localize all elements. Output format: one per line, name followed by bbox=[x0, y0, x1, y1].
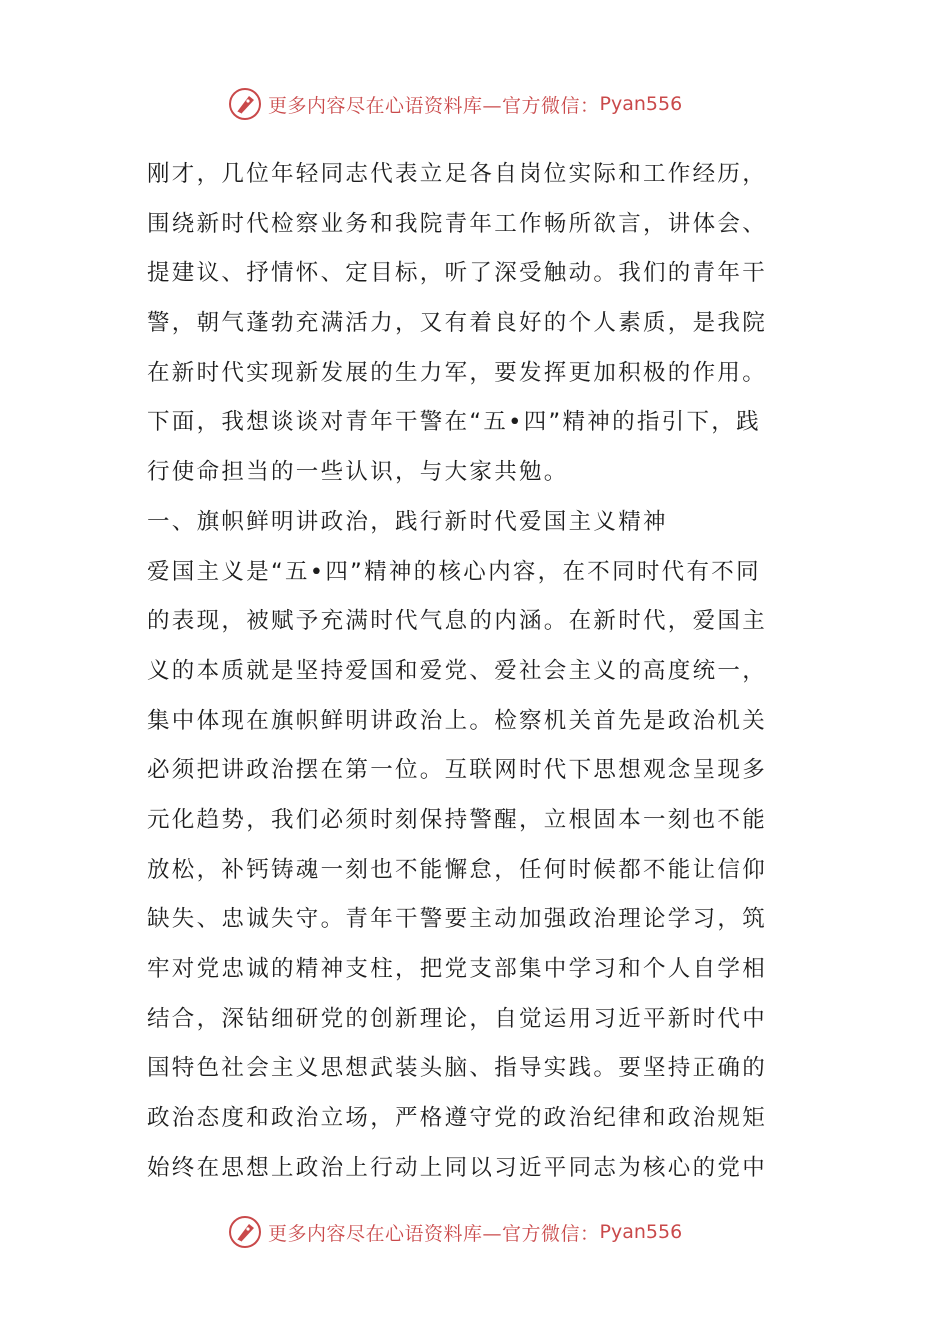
text-line: 下面，我想谈谈对青年干警在“五•四”精神的指引下，践 bbox=[147, 409, 761, 436]
text-line: 政治态度和政治立场，严格遵守党的政治纪律和政治规矩 bbox=[147, 1105, 768, 1132]
footer-banner bbox=[228, 1212, 748, 1252]
text-line: 刚才，几位年轻同志代表立足各自岗位实际和工作经历， bbox=[147, 161, 768, 187]
text-line: 的表现，被赋予充满时代气息的内涵。在新时代，爱国主 bbox=[147, 608, 768, 635]
text-line: 围绕新时代检察业务和我院青年工作畅所欲言，讲体会、 bbox=[147, 210, 768, 237]
text-line: 在新时代实现新发展的生力军，要发挥更加积极的作用。 bbox=[147, 359, 768, 386]
text-line: 牢对党忠诚的精神支柱，把党支部集中学习和个人自学相 bbox=[147, 956, 768, 982]
text-line: 爱国主义是“五•四”精神的核心内容，在不同时代有不同 bbox=[147, 558, 761, 585]
text-line: 提建议、抒情怀、定目标，听了深受触动。我们的青年干 bbox=[147, 260, 768, 287]
text-line: 元化趋势，我们必须时刻保持警醒，立根固本一刻也不能 bbox=[147, 806, 768, 833]
document-body bbox=[147, 150, 807, 1193]
text-line: 集中体现在旗帜鲜明讲政治上。检察机关首先是政治机关 bbox=[147, 707, 768, 734]
wechat-id: Pyan556 bbox=[599, 1221, 683, 1243]
header-banner bbox=[228, 84, 748, 124]
text-line: 缺失、忠诚失守。青年干警要主动加强政治理论学习，筑 bbox=[147, 906, 768, 933]
wechat-id: Pyan556 bbox=[599, 93, 683, 115]
pen-nib-icon bbox=[228, 87, 262, 121]
text-line: 放松，补钙铸魂一刻也不能懈怠，任何时候都不能让信仰 bbox=[147, 856, 768, 883]
text-line: 结合，深钻细研党的创新理论，自觉运用习近平新时代中 bbox=[147, 1005, 768, 1032]
text-line: 行使命担当的一些认识，与大家共勉。 bbox=[147, 459, 569, 486]
banner-text: 更多内容尽在心语资料库—官方微信： bbox=[268, 1222, 600, 1245]
banner-text: 更多内容尽在心语资料库—官方微信： bbox=[268, 94, 600, 117]
text-line: 义的本质就是坚持爱国和爱党、爱社会主义的高度统一， bbox=[147, 657, 768, 684]
text-line: 必须把讲政治摆在第一位。互联网时代下思想观念呈现多 bbox=[147, 757, 768, 784]
text-line: 警，朝气蓬勃充满活力，又有着良好的个人素质，是我院 bbox=[147, 310, 768, 337]
section-heading: 一、旗帜鲜明讲政治，践行新时代爱国主义精神 bbox=[147, 508, 668, 535]
text-line: 国特色社会主义思想武装头脑、指导实践。要坚持正确的 bbox=[147, 1055, 768, 1082]
text-line: 始终在思想上政治上行动上同以习近平同志为核心的党中 bbox=[147, 1154, 768, 1181]
pen-nib-icon bbox=[228, 1215, 262, 1249]
